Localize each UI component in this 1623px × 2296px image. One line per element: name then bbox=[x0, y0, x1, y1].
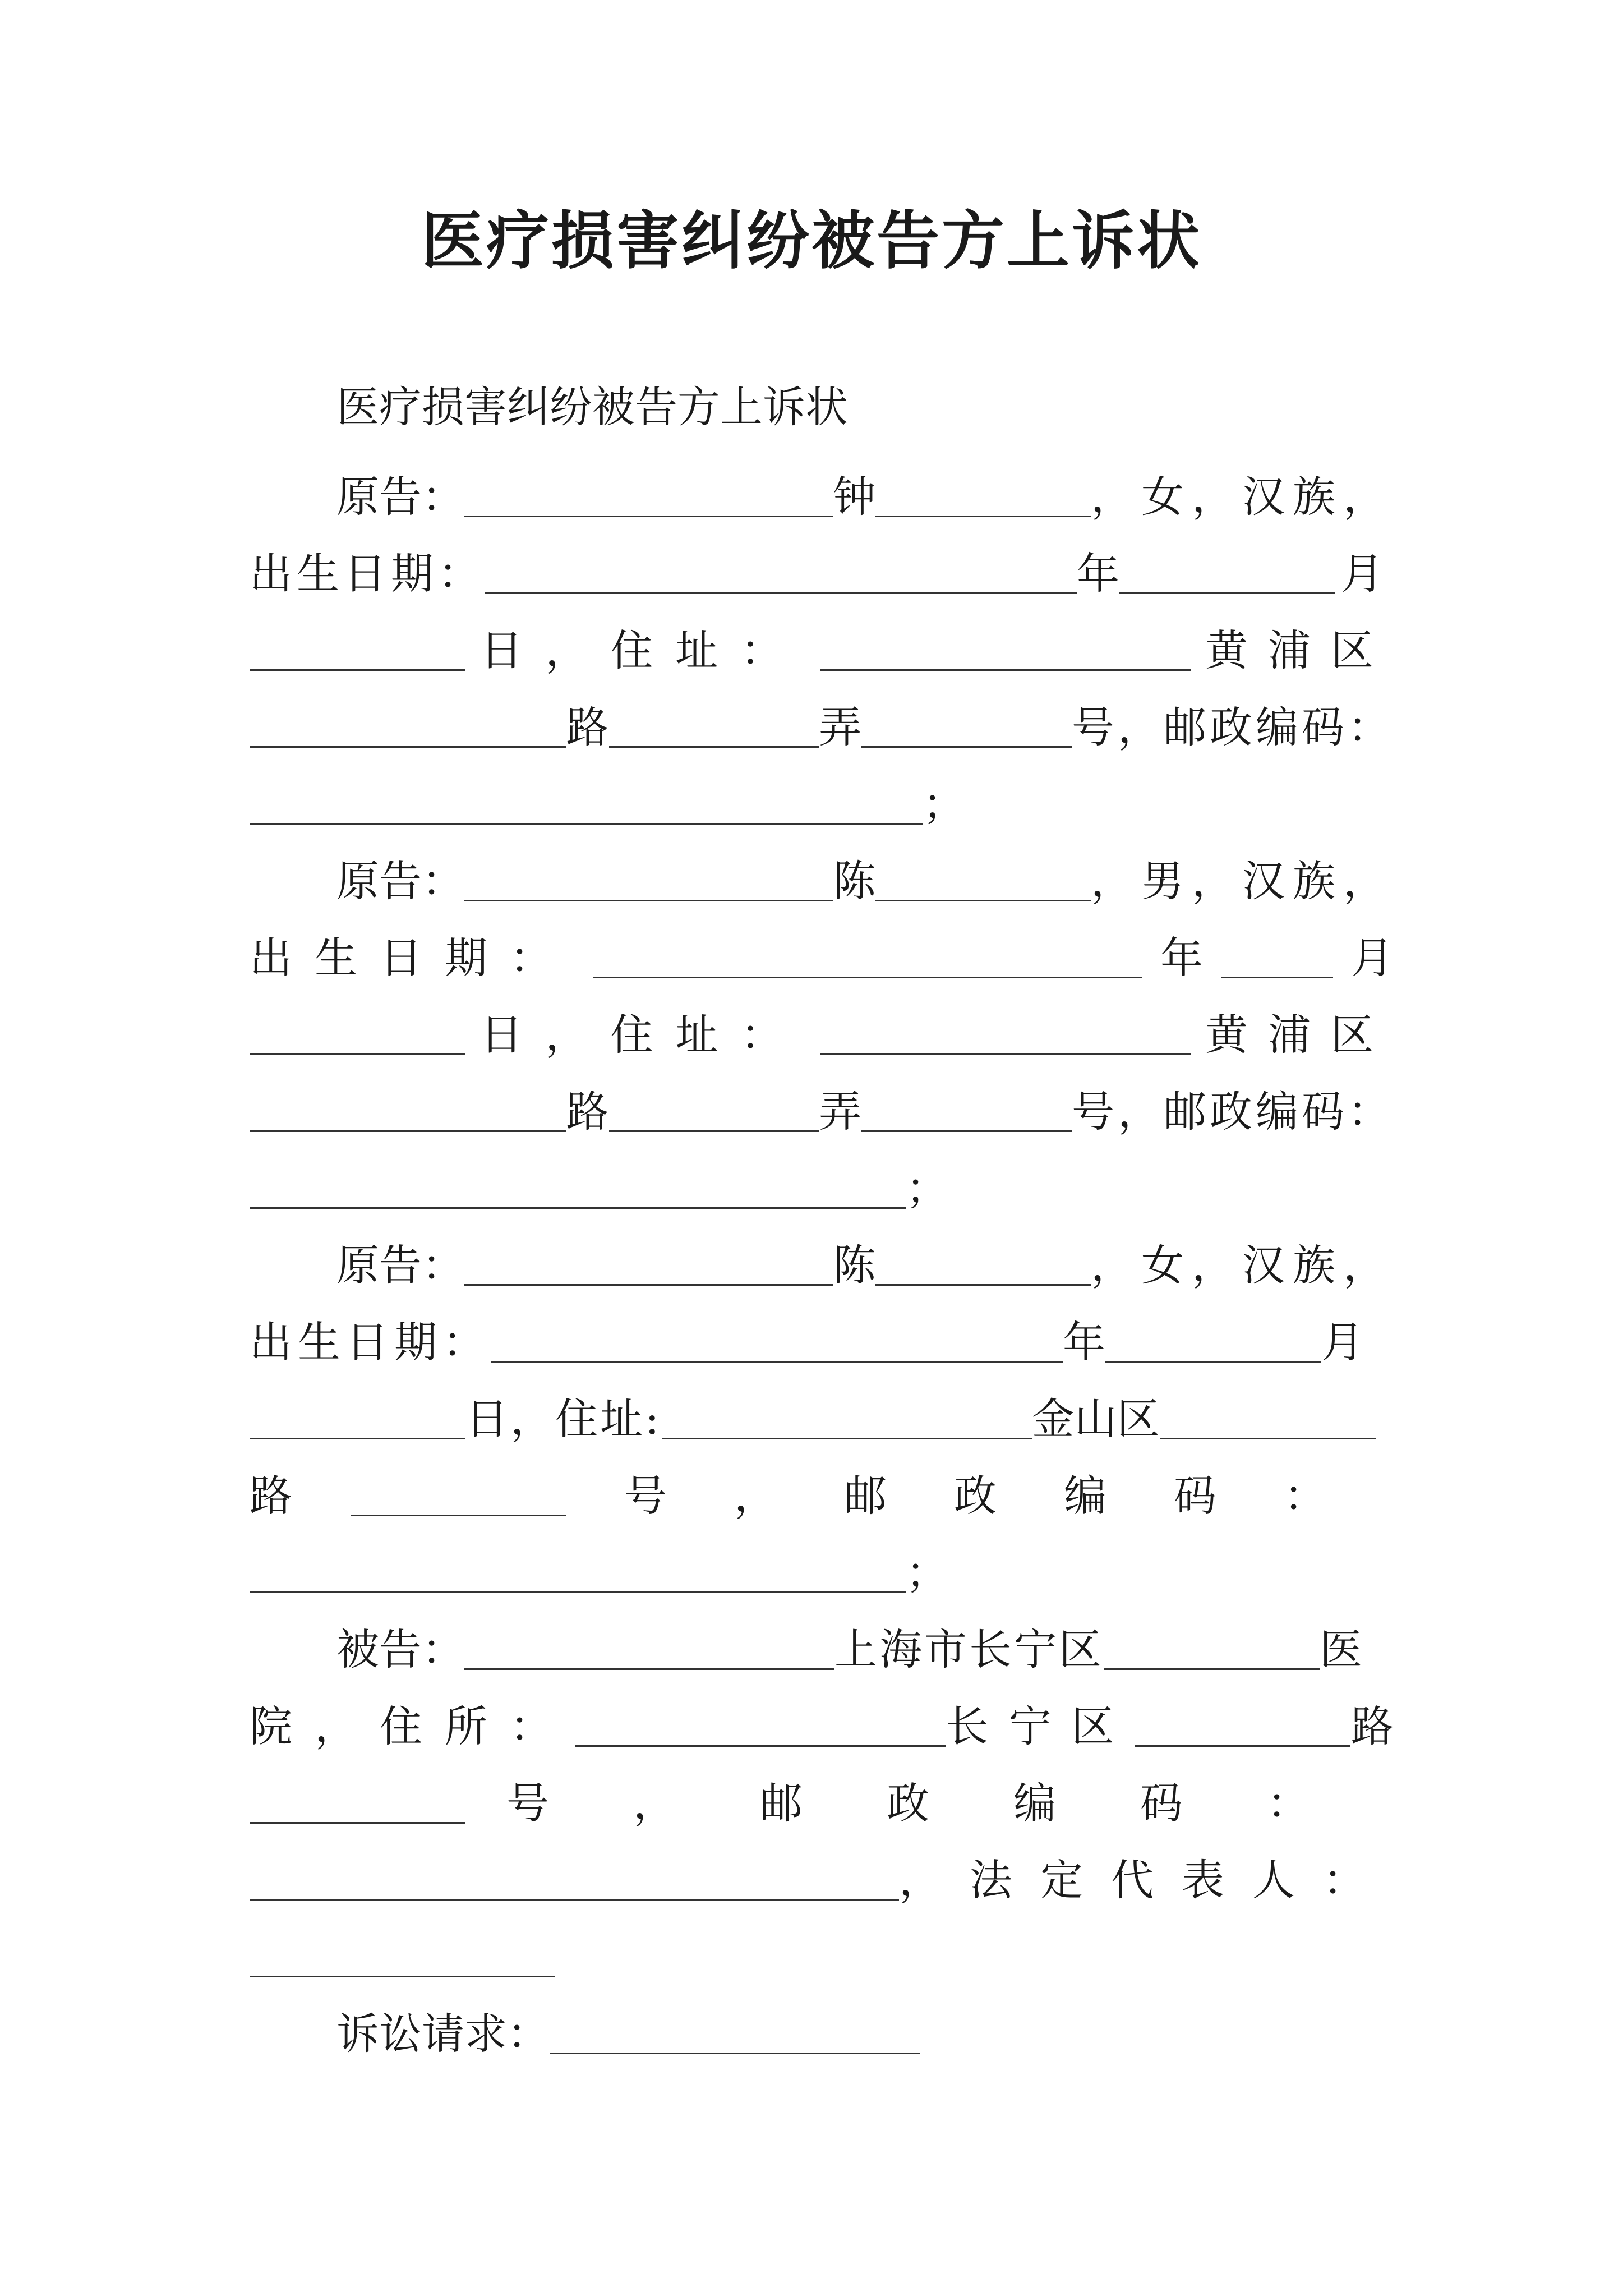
blank-field[interactable] bbox=[250, 658, 465, 671]
plaintiff2-line4 bbox=[250, 1064, 1394, 1140]
day-address-label: 日，住址： bbox=[480, 1010, 806, 1060]
plaintiff-details: ，男，汉族， bbox=[1091, 856, 1394, 906]
dob-label: 出生日期： bbox=[250, 1317, 491, 1367]
year-label: 年 bbox=[1160, 933, 1203, 983]
blank-field[interactable] bbox=[820, 1042, 1191, 1055]
road-label: 路 bbox=[250, 1471, 292, 1521]
blank-field[interactable] bbox=[464, 889, 833, 901]
defendant-line4 bbox=[250, 1832, 1394, 1908]
defendant-label: 被告： bbox=[336, 1625, 464, 1674]
blank-field[interactable] bbox=[250, 1964, 555, 1977]
plaintiff-details: ，女，汉族， bbox=[1091, 1240, 1394, 1290]
blank-field[interactable] bbox=[861, 1119, 1072, 1132]
month-label: 月 bbox=[1321, 1317, 1364, 1367]
defendant-line2 bbox=[250, 1678, 1394, 1755]
blank-field[interactable] bbox=[464, 1273, 833, 1286]
document-title: 医疗损害纠纷被告方上诉状 bbox=[421, 204, 1202, 278]
district-label: 黄浦区 bbox=[1205, 1010, 1394, 1060]
number-postal-label: 号，邮政编码： bbox=[624, 1471, 1394, 1521]
blank-field[interactable] bbox=[491, 1350, 1063, 1363]
blank-field[interactable] bbox=[1221, 965, 1333, 978]
plaintiff-label: 原告： bbox=[336, 856, 464, 906]
blank-field[interactable] bbox=[250, 1811, 465, 1824]
plaintiff2-line2 bbox=[250, 910, 1394, 986]
blank-field[interactable] bbox=[861, 735, 1072, 748]
blank-field[interactable] bbox=[250, 735, 566, 748]
plaintiff2-line1 bbox=[336, 833, 1394, 909]
line-end: ； bbox=[923, 779, 965, 829]
blank-field[interactable] bbox=[1104, 1657, 1320, 1670]
blank-field[interactable] bbox=[609, 735, 819, 748]
blank-field[interactable] bbox=[250, 1427, 465, 1439]
blank-field[interactable] bbox=[593, 965, 1142, 978]
plaintiff-label: 原告： bbox=[336, 472, 464, 522]
district-label: 金山区 bbox=[1031, 1394, 1160, 1444]
year-label: 年 bbox=[1077, 549, 1119, 599]
dob-label: 出生日期： bbox=[250, 549, 485, 599]
plaintiff1-line1 bbox=[336, 449, 1394, 525]
blank-field[interactable] bbox=[575, 1734, 946, 1747]
dob-label: 出生日期： bbox=[250, 933, 575, 983]
plaintiff-details: ，女，汉族， bbox=[1091, 472, 1394, 522]
defendant-city: 上海市长宁区 bbox=[834, 1625, 1104, 1674]
district-label: 黄浦区 bbox=[1205, 625, 1394, 675]
number-postal-label: 号，邮政编码： bbox=[1072, 1087, 1394, 1137]
plaintiff2-line5 bbox=[250, 1140, 1394, 1217]
blank-field[interactable] bbox=[1105, 1350, 1321, 1363]
number-postal-label: 号，邮政编码： bbox=[506, 1778, 1394, 1828]
lane-label: 弄 bbox=[819, 702, 862, 752]
line-end: ； bbox=[906, 1548, 948, 1598]
blank-field[interactable] bbox=[464, 504, 833, 517]
plaintiff3-line4 bbox=[250, 1448, 1394, 1524]
plaintiff-surname: 钟 bbox=[833, 472, 876, 522]
month-label: 月 bbox=[1341, 549, 1384, 599]
blank-field[interactable] bbox=[1119, 581, 1335, 594]
legal-rep-label: ，法定代表人： bbox=[899, 1855, 1394, 1905]
plaintiff1-line2 bbox=[250, 526, 1394, 602]
blank-field[interactable] bbox=[250, 1196, 906, 1209]
subtitle-line bbox=[336, 359, 1394, 435]
blank-field[interactable] bbox=[351, 1503, 566, 1516]
plaintiff1-line3 bbox=[250, 602, 1394, 679]
blank-field[interactable] bbox=[820, 658, 1191, 671]
plaintiff-label: 原告： bbox=[336, 1240, 464, 1290]
blank-field[interactable] bbox=[875, 504, 1091, 517]
plaintiff1-line5 bbox=[250, 756, 1394, 832]
blank-field[interactable] bbox=[609, 1119, 819, 1132]
plaintiff-surname: 陈 bbox=[833, 1240, 876, 1290]
blank-field[interactable] bbox=[1135, 1734, 1350, 1747]
number-postal-label: 号，邮政编码： bbox=[1072, 702, 1394, 752]
blank-field[interactable] bbox=[464, 1657, 834, 1670]
blank-field[interactable] bbox=[250, 812, 923, 825]
road-label: 路 bbox=[566, 1087, 609, 1137]
claims-label: 诉讼请求： bbox=[336, 2009, 550, 2059]
blank-field[interactable] bbox=[875, 889, 1091, 901]
plaintiff3-line2 bbox=[250, 1294, 1394, 1370]
month-label: 月 bbox=[1351, 933, 1394, 983]
blank-field[interactable] bbox=[550, 2041, 920, 2054]
defendant-residence-label: 院，住所： bbox=[250, 1701, 575, 1751]
plaintiff-surname: 陈 bbox=[833, 856, 876, 906]
blank-field[interactable] bbox=[250, 1042, 465, 1055]
plaintiff2-line3 bbox=[250, 987, 1394, 1063]
blank-field[interactable] bbox=[250, 1119, 566, 1132]
district-label: 长宁区 bbox=[946, 1701, 1135, 1751]
blank-field[interactable] bbox=[250, 1888, 899, 1901]
blank-field[interactable] bbox=[875, 1273, 1091, 1286]
plaintiff1-line4 bbox=[250, 679, 1394, 756]
line-end: ； bbox=[906, 1163, 948, 1213]
plaintiff3-line3 bbox=[250, 1371, 1394, 1447]
blank-field[interactable] bbox=[250, 1580, 906, 1593]
blank-field[interactable] bbox=[1160, 1427, 1376, 1439]
document-subtitle: 医疗损害纠纷被告方上诉状 bbox=[336, 382, 848, 432]
day-address-label: 日，住址： bbox=[480, 625, 806, 675]
defendant-line3 bbox=[250, 1755, 1394, 1832]
defendant-line1 bbox=[336, 1602, 1394, 1678]
plaintiff3-line1 bbox=[336, 1217, 1394, 1294]
defendant-hospital: 医 bbox=[1320, 1625, 1362, 1674]
road-label: 路 bbox=[566, 702, 609, 752]
defendant-line5 bbox=[250, 1909, 1394, 1985]
lane-label: 弄 bbox=[819, 1087, 862, 1137]
blank-field[interactable] bbox=[485, 581, 1077, 594]
claims-line bbox=[336, 1986, 1394, 2062]
year-label: 年 bbox=[1063, 1317, 1105, 1367]
day-address-label: 日，住址: bbox=[465, 1394, 662, 1444]
blank-field[interactable] bbox=[662, 1427, 1032, 1439]
plaintiff3-line5 bbox=[250, 1525, 1394, 1601]
road-label: 路 bbox=[1351, 1701, 1394, 1751]
